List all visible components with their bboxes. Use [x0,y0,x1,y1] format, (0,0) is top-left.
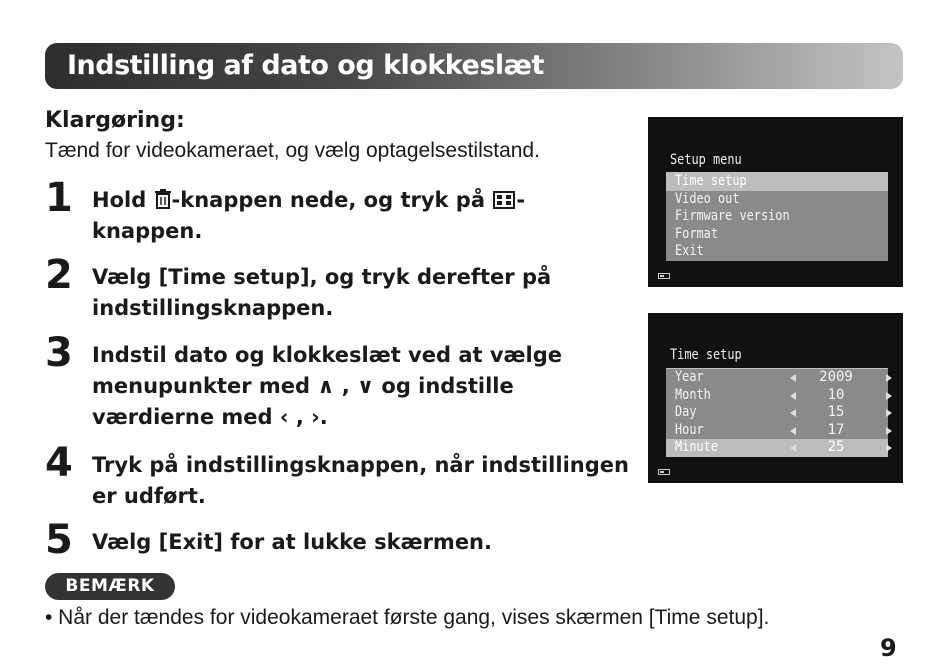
trash-icon [155,187,171,207]
step-text [92,340,562,433]
time-setup-list [666,368,888,457]
note-text: • Når der tændes for videokameraet første gang, vises skærmen [Time setup]. [45,606,770,629]
menu-item-exit[interactable]: Exit [675,243,704,260]
battery-icon [658,469,670,475]
step-text-part: knappen. [92,219,203,243]
arrow-left-icon: ‹ [279,405,289,429]
step-text-part: Vælg [Exit] for at lukke skærmen. [92,530,492,554]
menu-item-firmware-version[interactable]: Firmware version [675,208,790,225]
step-number: 2 [45,252,73,298]
arrow-left-icon [790,374,796,382]
step-text-part: Indstil dato og klokkeslæt ved at vælge [92,343,563,367]
screen-title: Time setup [670,347,742,363]
title-bar [45,43,903,89]
menu-item-time-setup[interactable]: Time setup [666,173,888,191]
arrow-right-icon [886,392,892,400]
time-row-year[interactable]: Year 2009 [666,369,888,387]
menu-item-video-out[interactable]: Video out [675,190,740,207]
step-text-part: , [288,405,312,429]
time-value: 25 [827,439,845,456]
menu-item-format[interactable]: Format [675,225,718,242]
step-number: 1 [45,175,73,221]
arrow-right-icon [886,374,892,382]
arrow-left-icon [790,427,796,435]
step-text-part: er udført. [92,484,206,508]
arrow-left-icon [790,392,796,400]
step-text-part: - [516,188,526,212]
preparation-text: Tænd for videokameraet, og vælg optagelsestilstand. [45,139,540,162]
time-row-day[interactable]: Day 15 [666,404,888,422]
step-text-part: Vælg [Time setup], og tryk derefter på [92,265,552,289]
time-setup-screen [648,313,903,483]
arrow-down-icon: ∨ [357,374,375,398]
step-number: 4 [45,440,73,486]
step-text [92,185,525,247]
arrow-left-icon [790,409,796,417]
time-value: 2009 [819,369,853,385]
step-text-part: . [319,405,328,429]
arrow-right-icon [886,444,892,452]
setup-menu-list [666,172,888,261]
step-text [92,262,551,324]
step-text-part: Tryk på indstillingsknappen, når indstillingen [92,453,629,477]
time-value: 15 [827,404,845,421]
screen-title: Setup menu [670,152,742,168]
arrow-left-icon [790,444,796,452]
arrow-right-icon [886,427,892,435]
arrow-up-icon: ∧ [317,374,335,398]
step-text-part: værdierne med [92,405,280,429]
battery-icon [658,273,670,279]
note-badge: BEMÆRK [45,573,175,600]
step-text [92,527,492,558]
page-title: Indstilling af dato og klokkeslæt [67,50,544,81]
display-mode-icon [493,191,515,209]
step-text-part: -knappen nede, og tryk på [171,188,493,212]
time-row-minute[interactable]: Minute 25 [666,439,888,457]
step-number: 3 [45,330,73,376]
step-text-part: menupunkter med [92,374,318,398]
time-value: 17 [827,421,845,438]
time-value: 10 [827,386,845,403]
step-text-part: indstillingsknappen. [92,296,334,320]
arrow-right-icon: › [311,405,320,429]
setup-menu-screen [648,117,903,287]
arrow-right-icon [886,409,892,417]
step-text-part: , [334,374,358,398]
step-number: 5 [45,517,73,563]
time-row-month[interactable]: Month 10 [666,387,888,405]
preparation-heading: Klargøring: [45,108,185,133]
page-number: 9 [880,634,897,662]
time-row-hour[interactable]: Hour 17 [666,422,888,440]
step-text [92,450,629,512]
step-text-part: og indstille [374,374,514,398]
step-text-part: Hold [92,188,154,212]
